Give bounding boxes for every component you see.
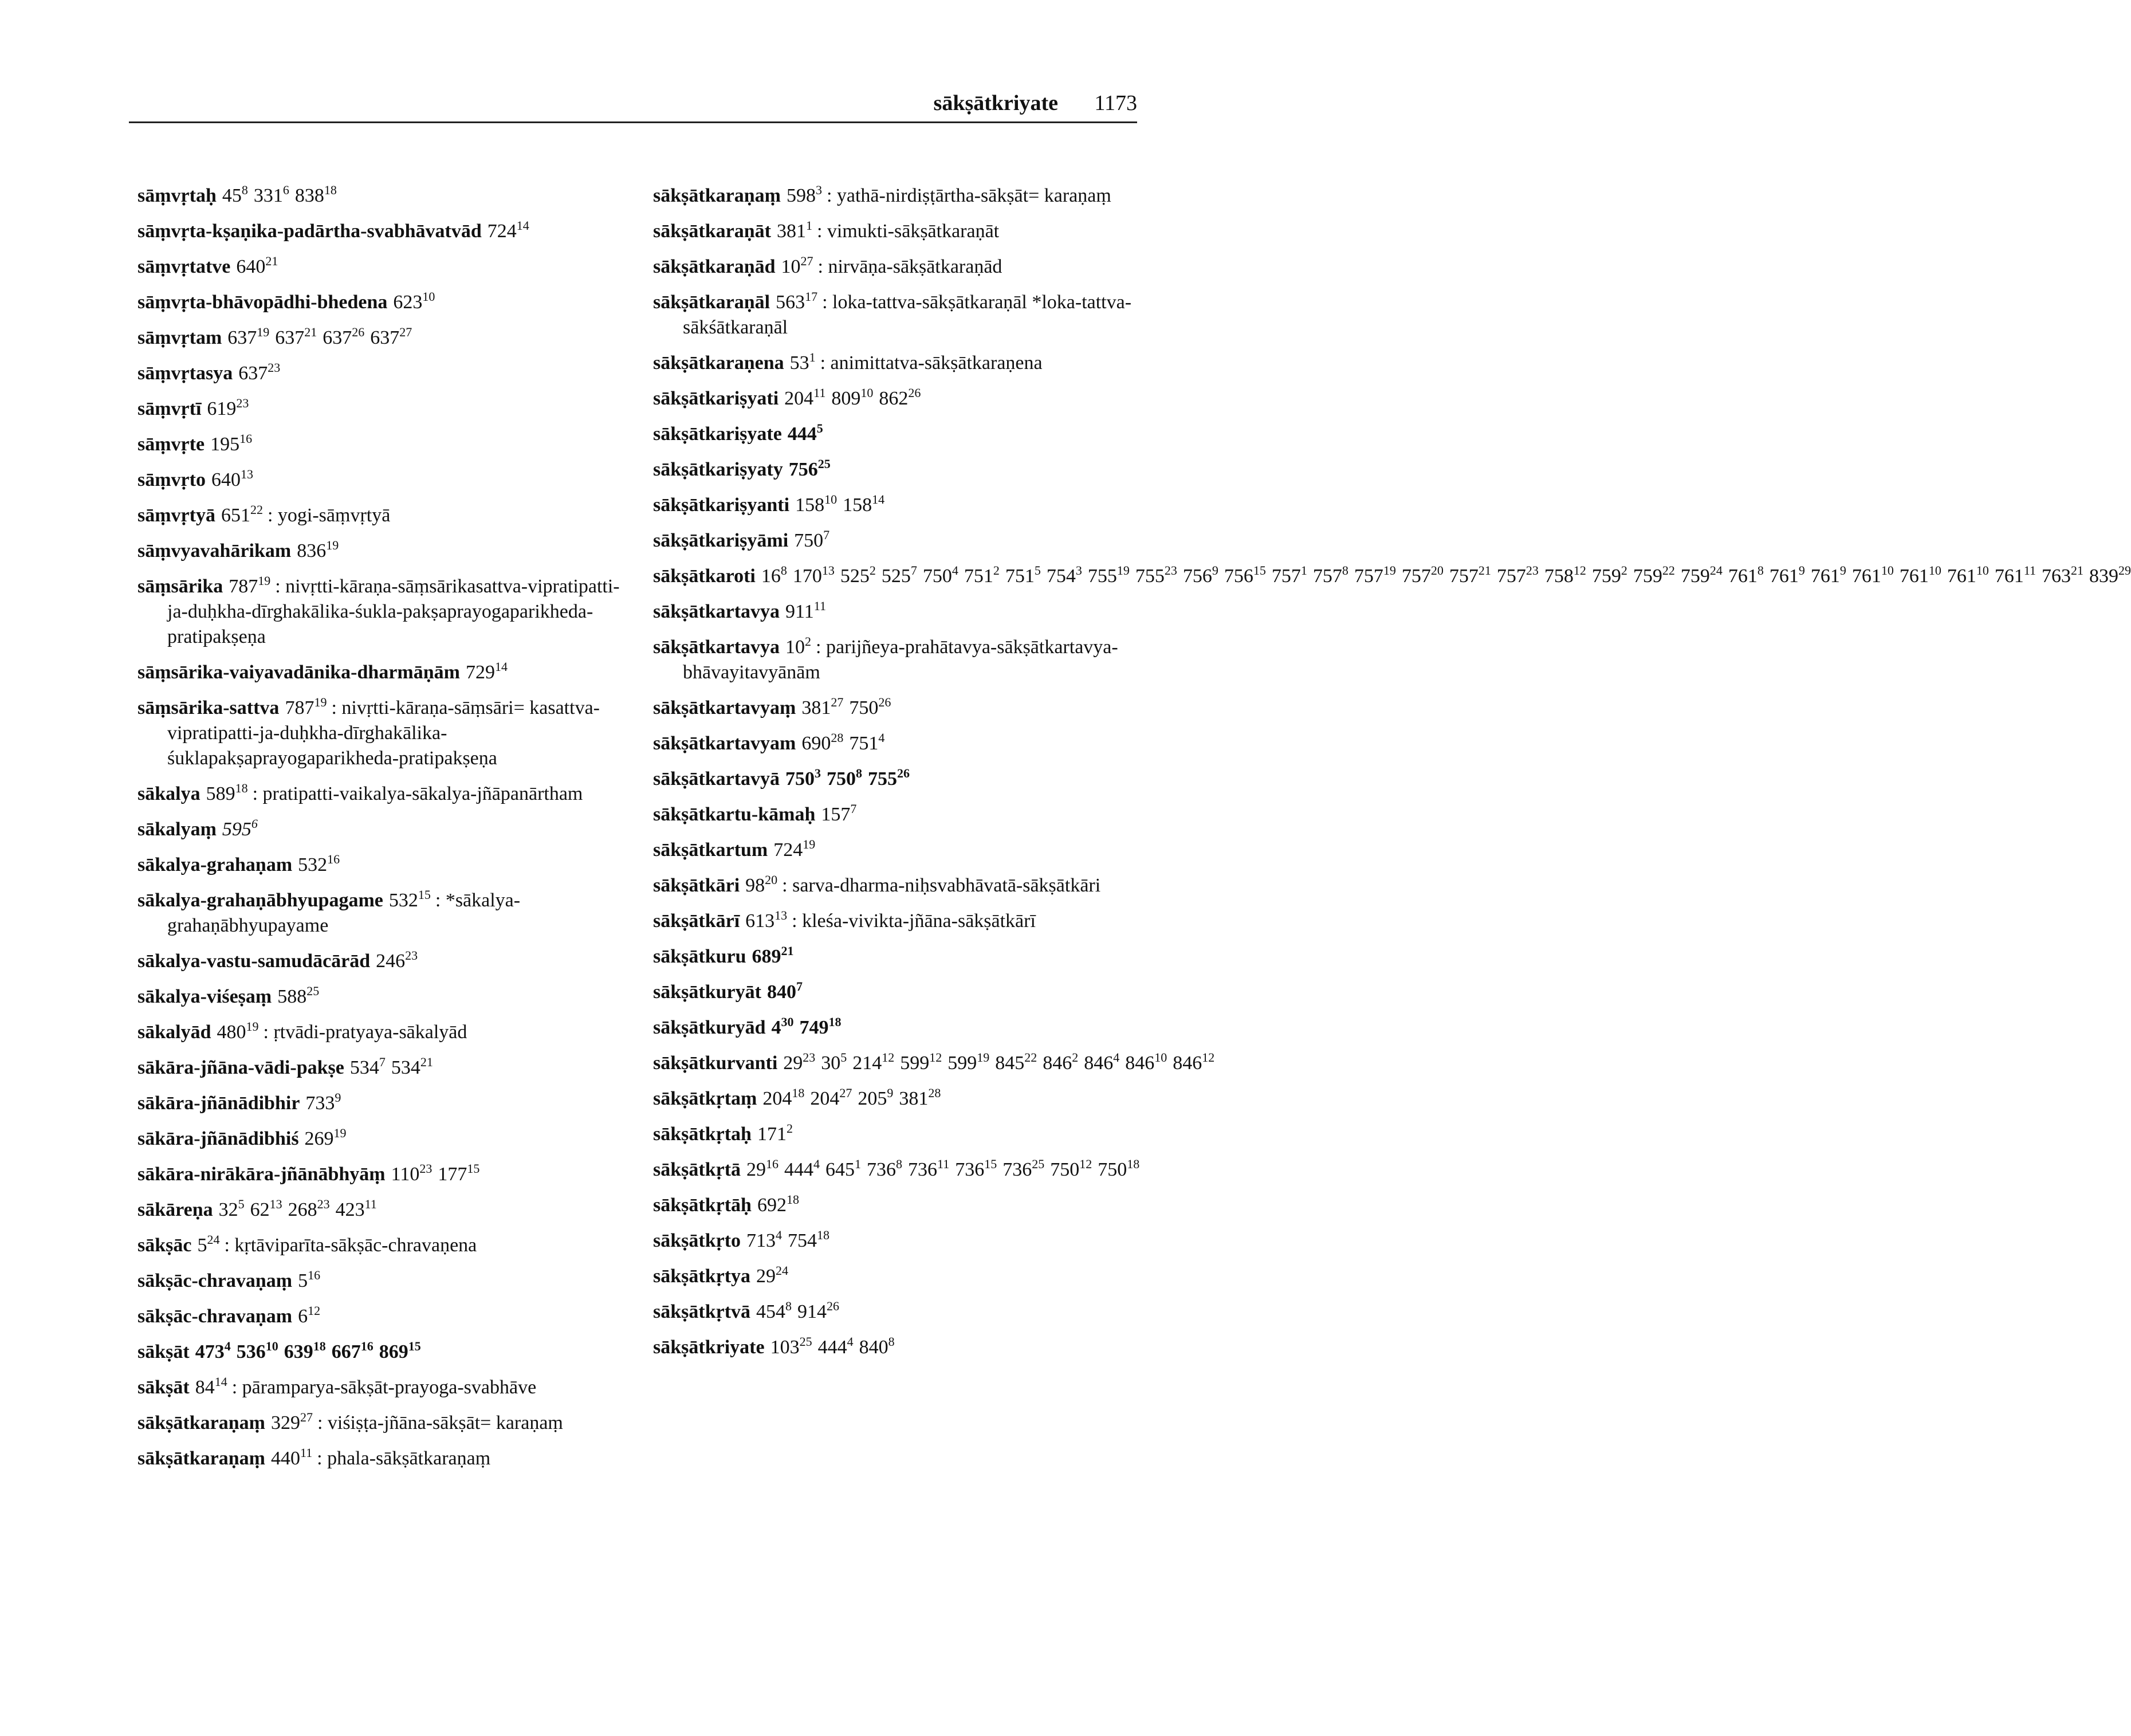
entry-headword: sākṣātkaroti — [653, 565, 756, 587]
page-line-reference: $268^{23}$ — [288, 1197, 330, 1220]
page-line-reference: $757^8$ — [1312, 563, 1348, 587]
page-line-reference: $914^{26}$ — [797, 1299, 840, 1322]
index-entry — [653, 909, 1146, 934]
page-line-reference: $640^{21}$ — [236, 254, 278, 277]
entry-headword: sākṣātkaraṇaṃ — [137, 1412, 265, 1433]
entry-context: : nivṛtti-kāraṇa-sāṃsāri= kasattva-vipratipatti-ja-duḥkha-dīrghakālika-śuklapakṣaprayogaparikheda-pratipakṣeṇa — [167, 697, 600, 769]
page-line-reference: $761^{10}$ — [1899, 563, 1941, 587]
page-line-reference: $756^9$ — [1182, 563, 1218, 587]
page-line-reference: $713^4$ — [746, 1228, 783, 1251]
left-column — [137, 183, 630, 1482]
index-entry — [137, 1268, 630, 1294]
page-line-reference: $110^{23}$ — [391, 1161, 433, 1185]
page-line-reference: $563^{17}$ — [776, 289, 818, 313]
entry-headword: sākṣātkṛto — [653, 1230, 741, 1251]
index-entry — [653, 290, 1146, 340]
page-line-reference: $761^{10}$ — [1851, 563, 1894, 587]
page-line-reference: $204^{18}$ — [762, 1086, 805, 1109]
page-line-reference: $204^{27}$ — [810, 1086, 852, 1109]
entry-headword: sākṣātkartavyam — [653, 733, 796, 754]
page-line-reference: $4^{30}$ — [771, 1015, 794, 1038]
index-entry — [137, 1126, 630, 1152]
page-line-reference: $5^{24}$ — [197, 1232, 220, 1256]
page-line-reference: $204^{11}$ — [784, 386, 826, 409]
page-line-reference: $171^2$ — [757, 1121, 793, 1145]
index-entry — [137, 817, 630, 842]
index-entry — [137, 1304, 630, 1329]
page-line-reference: $329^{27}$ — [270, 1410, 313, 1433]
index-entry — [137, 219, 630, 244]
index-entry — [653, 635, 1146, 685]
page-line-reference: $32^5$ — [218, 1197, 245, 1220]
index-entry — [137, 290, 630, 315]
entry-headword: sākalyād — [137, 1022, 211, 1043]
page-line-reference: $205^9$ — [858, 1086, 894, 1109]
page-line-reference: $589^{18}$ — [206, 781, 248, 804]
page-line-reference: $637^{27}$ — [370, 325, 412, 348]
page-line-reference: $246^{23}$ — [376, 948, 418, 972]
page-line-reference: $651^{22}$ — [221, 502, 263, 526]
entry-headword: sākāra-jñānādibhir — [137, 1093, 300, 1114]
page-line-reference: $757^{23}$ — [1496, 563, 1539, 587]
index-entry — [137, 853, 630, 878]
entry-headword: sākṣātkartavyā — [653, 768, 780, 790]
entry-headword: sākalya-viśeṣaṃ — [137, 986, 272, 1007]
entry-headword: sāṃsārika — [137, 576, 223, 597]
entry-headword: sākāra-jñānādibhiś — [137, 1128, 299, 1149]
entry-headword: sākṣāc-chravaṇaṃ — [137, 1270, 293, 1291]
entry-headword: sāṃvṛtī — [137, 398, 202, 419]
page-line-reference: $29^{23}$ — [783, 1050, 816, 1074]
entry-headword: sākṣātkurvanti — [653, 1052, 778, 1074]
page-line-reference: $637^{19}$ — [227, 325, 270, 348]
entry-headword: sāṃvṛtam — [137, 327, 222, 348]
entry-headword: sākṣātkāri — [653, 875, 740, 896]
index-entry — [137, 660, 630, 685]
page-line-reference: $45^8$ — [222, 183, 248, 206]
page-line-reference: $836^{19}$ — [297, 538, 339, 561]
index-entry — [653, 838, 1146, 863]
page-line-reference: $536^{10}$ — [236, 1339, 278, 1362]
page-line-reference: $750^7$ — [794, 528, 830, 551]
entry-headword: sāṃvṛta-bhāvopādhi-bhedena — [137, 292, 388, 313]
index-entry — [137, 1411, 630, 1436]
index-entry — [137, 1020, 630, 1045]
entry-context: : parijñeya-prahātavya-sākṣātkartavya-bhāvayitavyānām — [683, 637, 1118, 683]
index-entry — [137, 325, 630, 351]
page-line-reference: $637^{21}$ — [275, 325, 317, 348]
index-entry — [137, 1197, 630, 1223]
entry-headword: sākṣātkaraṇaṃ — [653, 185, 781, 206]
index-entry — [653, 183, 1146, 209]
page-line-reference: $619^{23}$ — [207, 396, 249, 419]
entry-context: : kleśa-vivikta-jñāna-sākṣātkārī — [792, 910, 1036, 932]
index-entry — [137, 574, 630, 650]
page-line-reference: $756^{15}$ — [1224, 563, 1266, 587]
index-entry — [653, 696, 1146, 721]
entry-headword: sākṣātkārī — [653, 910, 740, 932]
page-line-reference: $480^{19}$ — [217, 1019, 259, 1043]
entry-headword: sāṃvṛtasya — [137, 363, 233, 384]
index-entry — [137, 888, 630, 938]
entry-headword: sākṣātkṛtvā — [653, 1301, 751, 1322]
page-line-reference: $598^3$ — [786, 183, 822, 206]
page-line-reference: $381^1$ — [776, 218, 812, 242]
page-line-reference: $690^{28}$ — [801, 730, 844, 754]
page-line-reference: $381^{27}$ — [801, 695, 844, 718]
page-line-reference: $534^{21}$ — [391, 1055, 433, 1078]
index-entry — [653, 457, 1146, 482]
entry-context: : pratipatti-vaikalya-sākalya-jñāpanārtham — [252, 783, 583, 804]
page-number: 1173 — [1094, 91, 1137, 115]
page-line-reference: $6^{12}$ — [298, 1303, 321, 1327]
running-header — [129, 85, 1137, 123]
page-line-reference: $750^{12}$ — [1050, 1157, 1092, 1180]
page-line-reference: $840^7$ — [766, 979, 803, 1003]
entry-headword: sāṃvṛta-kṣaṇika-padārtha-svabhāvatvād — [137, 221, 482, 242]
index-entry — [137, 503, 630, 528]
page-line-reference: $525^2$ — [840, 563, 876, 587]
page-line-reference: $29^{16}$ — [746, 1157, 779, 1180]
index-entry — [137, 781, 630, 807]
page-line-reference: $911^{11}$ — [785, 599, 826, 622]
page-line-reference: $763^{21}$ — [2042, 563, 2084, 587]
entry-context: : loka-tattva-sākṣātkaraṇāl *loka-tattva-sākśātkaraṇāl — [683, 292, 1132, 338]
entry-context: : phala-sākṣātkaraṇaṃ — [317, 1448, 491, 1469]
page-line-reference: $595^6$ — [222, 816, 258, 840]
page-line-reference: $755^{23}$ — [1135, 563, 1177, 587]
entry-headword: sākṣātkartavyaṃ — [653, 697, 796, 718]
index-entry — [137, 361, 630, 386]
page-line-reference: $759^{24}$ — [1680, 563, 1723, 587]
entry-headword: sākṣātkuryāt — [653, 981, 761, 1003]
entry-headword: sāṃvṛto — [137, 469, 206, 490]
page-line-reference: $534^7$ — [349, 1055, 386, 1078]
page-line-reference: $733^9$ — [305, 1090, 341, 1114]
entry-headword: sākāra-jñāna-vādi-pakṣe — [137, 1057, 344, 1078]
page-line-reference: $751^2$ — [964, 563, 1000, 587]
page-line-reference: $444^4$ — [817, 1334, 854, 1358]
right-column — [653, 183, 2131, 1370]
page-line-reference: $761^{11}$ — [1994, 563, 2036, 587]
page-line-reference: $331^6$ — [253, 183, 289, 206]
page-line-reference: $757^1$ — [1271, 563, 1307, 587]
page-line-reference: $525^7$ — [881, 563, 917, 587]
page-line-reference: $10^2$ — [785, 634, 812, 658]
entry-headword: sāṃsārika-vaiyavadānika-dharmāṇām — [137, 662, 460, 683]
index-entry — [137, 984, 630, 1010]
page-line-reference: $473^4$ — [195, 1339, 231, 1362]
entry-headword: sākalya-grahaṇam — [137, 854, 293, 875]
entry-headword: sākṣātkuru — [653, 946, 746, 967]
page-line-reference: $751^4$ — [849, 730, 885, 754]
index-entry — [137, 1340, 630, 1365]
index-entry — [137, 432, 630, 457]
page-line-reference: $444^5$ — [787, 421, 823, 445]
page-line-reference: $755^{19}$ — [1087, 563, 1130, 587]
entry-headword: sākṣātkṛtāḥ — [653, 1195, 752, 1216]
page-line-reference: $729^{14}$ — [465, 659, 508, 683]
entry-headword: sākṣātkṛtya — [653, 1266, 751, 1287]
page-line-reference: $846^{10}$ — [1125, 1050, 1167, 1074]
index-entry — [653, 219, 1146, 244]
index-entry — [653, 1335, 1146, 1360]
entry-headword: sākṣātkaraṇād — [653, 256, 776, 277]
page-line-reference: $736^{15}$ — [955, 1157, 997, 1180]
entry-headword: sākṣātkartavya — [653, 637, 780, 658]
page-line-reference: $532^{15}$ — [388, 887, 431, 911]
page-line-reference: $423^{11}$ — [335, 1197, 377, 1220]
entry-context: : ṛtvādi-pratyaya-sākalyād — [263, 1022, 467, 1043]
page-line-reference: $809^{10}$ — [831, 386, 874, 409]
entry-headword: sāṃsārika-sattva — [137, 697, 280, 718]
entry-headword: sāṃvṛtyā — [137, 505, 215, 526]
entry-headword: sākṣātkariṣyati — [653, 388, 779, 409]
entry-context: : yathā-nirdiṣṭārtha-sākṣāt= karaṇaṃ — [826, 185, 1111, 206]
entry-headword: sākṣātkaraṇena — [653, 352, 784, 374]
entry-headword: sākāra-nirākāra-jñānābhyāṃ — [137, 1164, 386, 1185]
page-line-reference: $838^{18}$ — [294, 183, 337, 206]
entry-headword: sākalyaṃ — [137, 819, 217, 840]
index-entry — [653, 802, 1146, 827]
page-line-reference: $637^{23}$ — [238, 360, 281, 384]
index-entry — [653, 873, 1146, 898]
index-entry — [137, 1446, 630, 1471]
page-line-reference: $757^{20}$ — [1401, 563, 1444, 587]
page-line-reference: $755^{26}$ — [868, 766, 910, 790]
entry-context: : yogi-sāṃvṛtyā — [267, 505, 391, 526]
entry-headword: sākalya-vastu-samudācārād — [137, 951, 371, 972]
index-entry — [137, 468, 630, 493]
page-line-reference: $750^3$ — [785, 766, 821, 790]
page-line-reference: $751^5$ — [1005, 563, 1041, 587]
entry-context: : nirvāṇa-sākṣātkaraṇād — [817, 256, 1002, 277]
entry-context: : animittatva-sākṣātkaraṇena — [820, 352, 1043, 374]
index-entry — [653, 254, 1146, 280]
index-entry — [137, 539, 630, 564]
entry-headword: sākṣātkuryād — [653, 1017, 766, 1038]
page-line-reference: $269^{19}$ — [304, 1126, 347, 1149]
entry-headword: sākṣātkṛtaḥ — [653, 1124, 752, 1145]
entry-headword: sākṣātkariṣyanti — [653, 494, 790, 516]
page-line-reference: $177^{15}$ — [438, 1161, 480, 1185]
index-entry — [653, 1264, 1146, 1289]
index-entry — [653, 386, 1146, 411]
entry-context: : viśiṣṭa-jñāna-sākṣāt= karaṇaṃ — [317, 1412, 563, 1433]
entry-headword: sākṣātkartavya — [653, 601, 780, 622]
page-line-reference: $757^{21}$ — [1449, 563, 1491, 587]
index-entry — [653, 493, 1146, 518]
entry-headword: sākṣātkariṣyaty — [653, 459, 783, 480]
page-line-reference: $761^9$ — [1769, 563, 1805, 587]
index-entry — [137, 254, 630, 280]
index-entry — [653, 1299, 1146, 1325]
page-line-reference: $750^{18}$ — [1098, 1157, 1140, 1180]
page-line-reference: $637^{26}$ — [323, 325, 365, 348]
page-line-reference: $440^{11}$ — [270, 1446, 313, 1469]
entry-headword: sākṣātkṛtā — [653, 1159, 741, 1180]
page-line-reference: $750^8$ — [827, 766, 863, 790]
page-line-reference: $640^{13}$ — [211, 467, 253, 490]
page-line-reference: $724^{14}$ — [487, 218, 529, 242]
page-line-reference: $692^{18}$ — [757, 1192, 799, 1216]
page-line-reference: $103^{25}$ — [770, 1334, 812, 1358]
entry-headword: sākalya-grahaṇābhyupagame — [137, 890, 383, 911]
page-line-reference: $787^{19}$ — [229, 574, 271, 597]
page-line-reference: $170^{13}$ — [792, 563, 835, 587]
entry-context: : *sākalya-grahaṇābhyupayame — [167, 890, 521, 936]
page-line-reference: $532^{16}$ — [298, 852, 340, 875]
index-entry — [137, 1375, 630, 1400]
page-line-reference: $736^{11}$ — [908, 1157, 950, 1180]
index-entry — [137, 1233, 630, 1258]
page-line-reference: $839^{29}$ — [2089, 563, 2131, 587]
index-entry — [653, 944, 1146, 969]
page-line-reference: $724^{19}$ — [773, 837, 816, 861]
entry-headword: sākṣāc-chravaṇam — [137, 1306, 293, 1327]
index-entry — [137, 396, 630, 422]
page-line-reference: $10^{27}$ — [781, 254, 813, 277]
page-line-reference: $756^{25}$ — [788, 457, 831, 480]
page-line-reference: $84^{14}$ — [195, 1374, 227, 1398]
page-line-reference: $599^{12}$ — [900, 1050, 942, 1074]
entry-headword: sāṃvṛtaḥ — [137, 185, 217, 206]
page-line-reference: $840^8$ — [859, 1334, 895, 1358]
page-line-reference: $759^{22}$ — [1633, 563, 1675, 587]
page-line-reference: $98^{20}$ — [745, 873, 778, 896]
entry-headword: sākṣātkriyate — [653, 1337, 765, 1358]
index-entry — [653, 767, 1146, 792]
page-line-reference: $645^1$ — [825, 1157, 862, 1180]
entry-headword: sākṣātkariṣyāmi — [653, 530, 789, 551]
index-entry — [137, 1091, 630, 1116]
page-line-reference: $758^{12}$ — [1544, 563, 1586, 587]
page-line-reference: $454^8$ — [756, 1299, 792, 1322]
page-line-reference: $158^{14}$ — [843, 492, 885, 516]
index-entry — [137, 696, 630, 771]
page-line-reference: $613^{13}$ — [745, 908, 788, 932]
page-line-reference: $845^{22}$ — [995, 1050, 1037, 1074]
page-line-reference: $5^{16}$ — [298, 1268, 321, 1291]
entry-headword: sākṣātkaraṇāl — [653, 292, 770, 313]
entry-headword: sākṣātkariṣyate — [653, 423, 782, 445]
page-line-reference: $736^{25}$ — [1002, 1157, 1045, 1180]
page-line-reference: $846^2$ — [1043, 1050, 1079, 1074]
page-line-reference: $29^{24}$ — [756, 1263, 789, 1287]
page-line-reference: $157^7$ — [821, 802, 857, 825]
entry-headword: sākṣātkartum — [653, 839, 768, 861]
running-headword: sākṣātkriyate — [933, 91, 1058, 115]
index-entry — [137, 183, 630, 209]
page-line-reference: $53^1$ — [789, 350, 816, 374]
entry-headword: sākṣātkaraṇaṃ — [137, 1448, 265, 1469]
page-line-reference: $749^{18}$ — [799, 1015, 842, 1038]
index-entry — [653, 422, 1146, 447]
page-line-reference: $754^{18}$ — [788, 1228, 830, 1251]
entry-headword: sākṣātkartu-kāmaḥ — [653, 804, 816, 825]
page-line-reference: $736^8$ — [867, 1157, 903, 1180]
page-line-reference: $381^{28}$ — [899, 1086, 941, 1109]
index-entry — [653, 1050, 1215, 1076]
page-line-reference: $846^4$ — [1084, 1050, 1120, 1074]
index-entry — [137, 1055, 630, 1081]
entry-headword: sākṣāt — [137, 1341, 190, 1362]
page-line-reference: $16^8$ — [761, 563, 787, 587]
page-line-reference: $761^9$ — [1810, 563, 1846, 587]
page-line-reference: $689^{21}$ — [752, 944, 794, 967]
page-line-reference: $862^{26}$ — [879, 386, 921, 409]
entry-headword: sākalya — [137, 783, 200, 804]
entry-context: : pāramparya-sākṣāt-prayoga-svabhāve — [231, 1377, 537, 1398]
entry-headword: sākṣātkṛtaṃ — [653, 1088, 757, 1109]
page-line-reference: $761^8$ — [1728, 563, 1764, 587]
page-line-reference: $62^{13}$ — [250, 1197, 282, 1220]
index-entry — [653, 1228, 1146, 1254]
entry-context: : vimukti-sākṣātkaraṇāt — [816, 221, 1000, 242]
index-entry — [653, 599, 1146, 625]
page-line-reference: $158^{10}$ — [795, 492, 838, 516]
entry-headword: sākṣāt — [137, 1377, 190, 1398]
entry-context: : nivṛtti-kāraṇa-sāṃsārikasattva-vipratipatti-ja-duḥkha-dīrghakālika-śukla-pakṣaprayogaparikheda-pratipakṣeṇa — [167, 576, 620, 647]
index-entry — [653, 1122, 1146, 1147]
page-line-reference: $588^{25}$ — [277, 984, 320, 1007]
page-line-reference: $667^{16}$ — [331, 1339, 373, 1362]
page-line-reference: $639^{18}$ — [284, 1339, 326, 1362]
page-line-reference: $599^{19}$ — [947, 1050, 990, 1074]
index-entry — [653, 1193, 1146, 1218]
page-line-reference: $761^{10}$ — [1947, 563, 1989, 587]
index-entry — [653, 528, 1146, 553]
page-line-reference: $750^{26}$ — [849, 695, 891, 718]
entry-headword: sāṃvyavahārikam — [137, 540, 292, 561]
entry-headword: sākṣāc — [137, 1235, 192, 1256]
page-line-reference: $750^4$ — [922, 563, 958, 587]
index-entry — [653, 1015, 1146, 1040]
page-line-reference: $214^{12}$ — [852, 1050, 895, 1074]
page-line-reference: $623^{10}$ — [393, 289, 435, 313]
entry-headword: sāṃvṛte — [137, 434, 205, 455]
page-line-reference: $444^4$ — [784, 1157, 820, 1180]
page-line-reference: $869^{15}$ — [379, 1339, 421, 1362]
index-entry — [137, 949, 630, 974]
page-line-reference: $30^5$ — [821, 1050, 847, 1074]
page-line-reference: $759^2$ — [1591, 563, 1627, 587]
index-entry — [653, 980, 1146, 1005]
page-line-reference: $754^3$ — [1046, 563, 1082, 587]
index-entry — [653, 1086, 1146, 1111]
entry-context: : kṛtāviparīta-sākṣāc-chravaṇena — [224, 1235, 477, 1256]
page-line-reference: $846^{12}$ — [1173, 1050, 1215, 1074]
entry-headword: sākṣātkaraṇāt — [653, 221, 771, 242]
page-line-reference: $787^{19}$ — [285, 695, 327, 718]
index-entry — [137, 1162, 630, 1187]
index-entry — [653, 1157, 1146, 1183]
index-entry — [653, 731, 1146, 756]
entry-context: : sarva-dharma-niḥsvabhāvatā-sākṣātkāri — [782, 875, 1101, 896]
index-entry — [653, 563, 2131, 589]
page-line-reference: $195^{16}$ — [210, 431, 253, 455]
index-entry — [653, 351, 1146, 376]
entry-headword: sākāreṇa — [137, 1199, 213, 1220]
entry-headword: sāṃvṛtatve — [137, 256, 231, 277]
page-line-reference: $757^{19}$ — [1354, 563, 1396, 587]
